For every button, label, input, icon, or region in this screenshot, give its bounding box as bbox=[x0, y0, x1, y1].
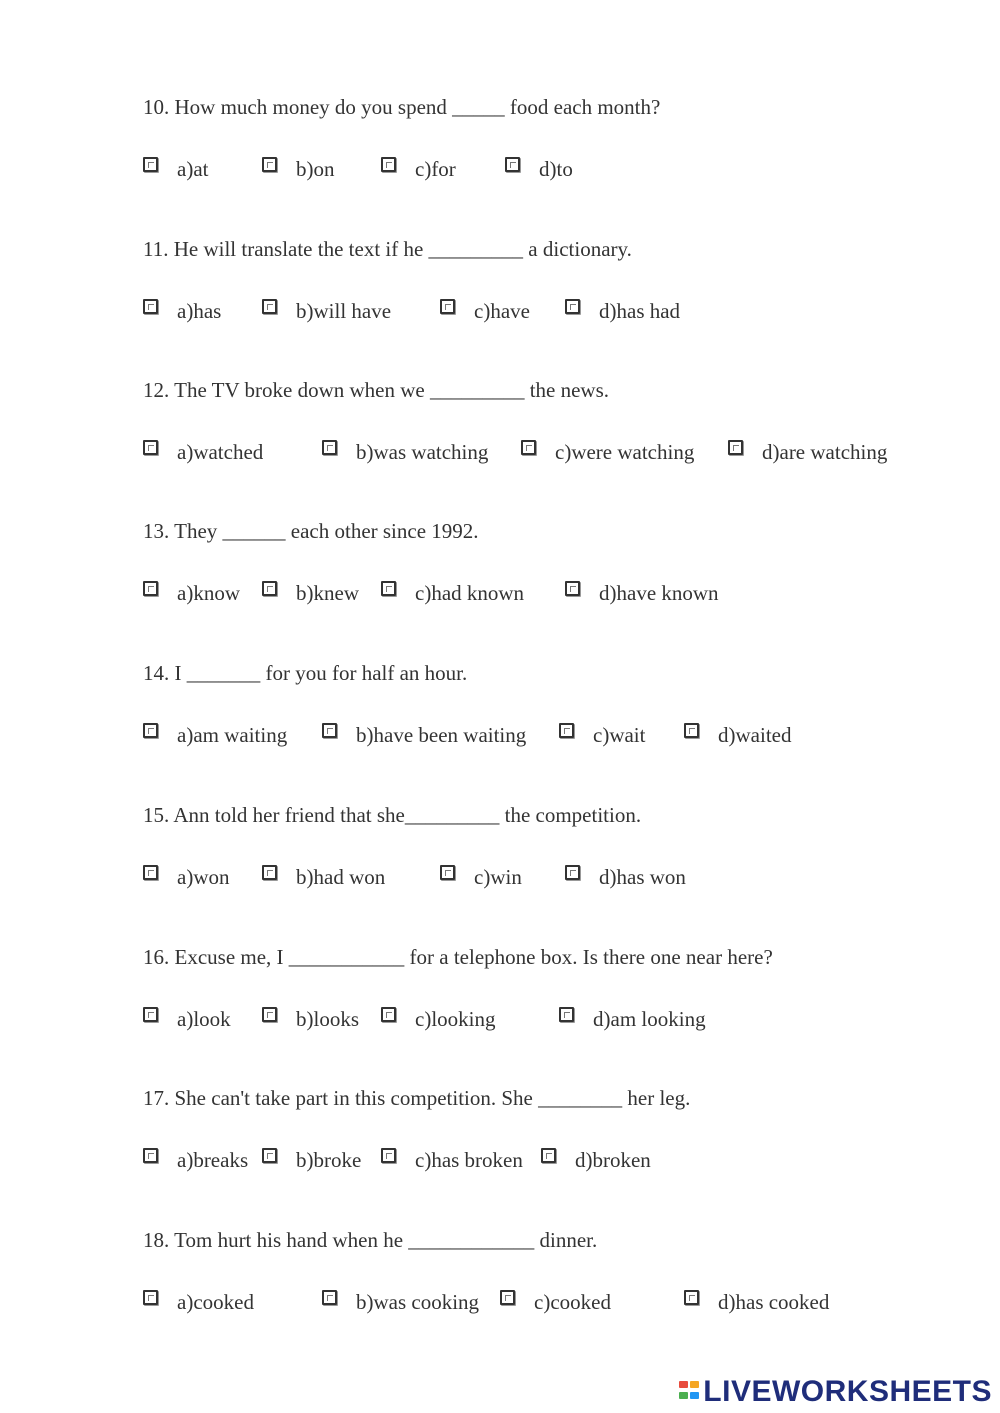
answer-option-label: b)on bbox=[296, 157, 335, 181]
answer-checkbox[interactable] bbox=[440, 299, 455, 314]
question-text: 16. Excuse me, I ___________ for a telephone box. Is there one near here? bbox=[143, 945, 773, 969]
question-text: 12. The TV broke down when we _________ the news. bbox=[143, 378, 610, 402]
answer-checkbox[interactable] bbox=[262, 299, 277, 314]
answer-option-label: c)looking bbox=[415, 1007, 496, 1031]
answer-option-label: b)broke bbox=[296, 1148, 362, 1172]
answer-checkbox[interactable] bbox=[262, 1007, 277, 1022]
answer-checkbox[interactable] bbox=[143, 581, 158, 596]
answer-checkbox[interactable] bbox=[143, 157, 158, 172]
answer-checkbox[interactable] bbox=[143, 440, 158, 455]
answer-checkbox[interactable] bbox=[381, 157, 396, 172]
answer-option-label: c)for bbox=[415, 157, 456, 181]
answer-checkbox[interactable] bbox=[322, 723, 337, 738]
answer-checkbox[interactable] bbox=[381, 581, 396, 596]
question-text: 15. Ann told her friend that she_________ the competition. bbox=[143, 803, 642, 827]
answer-option-label: d)has won bbox=[599, 865, 686, 889]
answer-option-label: a)am waiting bbox=[177, 723, 288, 747]
answer-checkbox[interactable] bbox=[262, 581, 277, 596]
question-text: 14. I _______ for you for half an hour. bbox=[143, 661, 468, 685]
answer-checkbox[interactable] bbox=[505, 157, 520, 172]
answer-checkbox[interactable] bbox=[322, 1290, 337, 1305]
question-text: 11. He will translate the text if he _________ a dictionary. bbox=[143, 237, 632, 261]
answer-option-label: d)broken bbox=[575, 1148, 651, 1172]
answer-option-label: b)looks bbox=[296, 1007, 359, 1031]
answer-checkbox[interactable] bbox=[143, 723, 158, 738]
answer-option-label: b)have been waiting bbox=[356, 723, 527, 747]
answer-option-label: d)has cooked bbox=[718, 1290, 830, 1314]
answer-checkbox[interactable] bbox=[143, 1148, 158, 1163]
answer-option-label: a)look bbox=[177, 1007, 231, 1031]
answer-option-label: c)had known bbox=[415, 581, 525, 605]
answer-checkbox[interactable] bbox=[381, 1148, 396, 1163]
answer-checkbox[interactable] bbox=[500, 1290, 515, 1305]
answer-checkbox[interactable] bbox=[143, 865, 158, 880]
answer-option-label: b)was watching bbox=[356, 440, 489, 464]
answer-option-label: a)cooked bbox=[177, 1290, 254, 1314]
answer-option-label: c)has broken bbox=[415, 1148, 523, 1172]
answer-checkbox[interactable] bbox=[143, 1290, 158, 1305]
answer-checkbox[interactable] bbox=[262, 157, 277, 172]
logo-mark-icon bbox=[679, 1379, 701, 1405]
answer-checkbox[interactable] bbox=[322, 440, 337, 455]
answer-checkbox[interactable] bbox=[559, 1007, 574, 1022]
answer-option-label: a)won bbox=[177, 865, 230, 889]
answer-checkbox[interactable] bbox=[262, 1148, 277, 1163]
question-text: 10. How much money do you spend _____ food each month? bbox=[143, 95, 661, 119]
answer-checkbox[interactable] bbox=[565, 299, 580, 314]
answer-option-label: d)have known bbox=[599, 581, 719, 605]
answer-option-label: b)will have bbox=[296, 299, 392, 323]
answer-checkbox[interactable] bbox=[684, 1290, 699, 1305]
answer-option-label: d)are watching bbox=[762, 440, 888, 464]
answer-option-label: b)was cooking bbox=[356, 1290, 480, 1314]
answer-checkbox[interactable] bbox=[381, 1007, 396, 1022]
answer-option-label: a)breaks bbox=[177, 1148, 249, 1172]
answer-option-label: c)have bbox=[474, 299, 530, 323]
question-text: 13. They ______ each other since 1992. bbox=[143, 519, 479, 543]
answer-option-label: a)has bbox=[177, 299, 222, 323]
answer-option-label: b)knew bbox=[296, 581, 359, 605]
answer-option-label: c)wait bbox=[593, 723, 646, 747]
answer-option-label: b)had won bbox=[296, 865, 386, 889]
answer-checkbox[interactable] bbox=[262, 865, 277, 880]
answer-option-label: d)waited bbox=[718, 723, 792, 747]
answer-checkbox[interactable] bbox=[440, 865, 455, 880]
answer-checkbox[interactable] bbox=[143, 299, 158, 314]
logo-text: LIVEWORKSHEETS bbox=[703, 1375, 992, 1408]
answer-checkbox[interactable] bbox=[565, 581, 580, 596]
answer-option-label: d)to bbox=[539, 157, 573, 181]
answer-option-label: a)at bbox=[177, 157, 209, 181]
answer-checkbox[interactable] bbox=[521, 440, 536, 455]
answer-option-label: d)am looking bbox=[593, 1007, 706, 1031]
answer-checkbox[interactable] bbox=[559, 723, 574, 738]
answer-checkbox[interactable] bbox=[565, 865, 580, 880]
answer-option-label: a)watched bbox=[177, 440, 264, 464]
answer-checkbox[interactable] bbox=[728, 440, 743, 455]
question-text: 18. Tom hurt his hand when he ____________ dinner. bbox=[143, 1228, 598, 1252]
answer-checkbox[interactable] bbox=[541, 1148, 556, 1163]
liveworksheets-logo bbox=[679, 1374, 992, 1410]
answer-option-label: c)were watching bbox=[555, 440, 695, 464]
answer-checkbox[interactable] bbox=[143, 1007, 158, 1022]
question-text: 17. She can't take part in this competition. She ________ her leg. bbox=[143, 1086, 691, 1110]
answer-option-label: d)has had bbox=[599, 299, 681, 323]
answer-option-label: c)win bbox=[474, 865, 522, 889]
answer-option-label: c)cooked bbox=[534, 1290, 611, 1314]
answer-checkbox[interactable] bbox=[684, 723, 699, 738]
answer-option-label: a)know bbox=[177, 581, 240, 605]
